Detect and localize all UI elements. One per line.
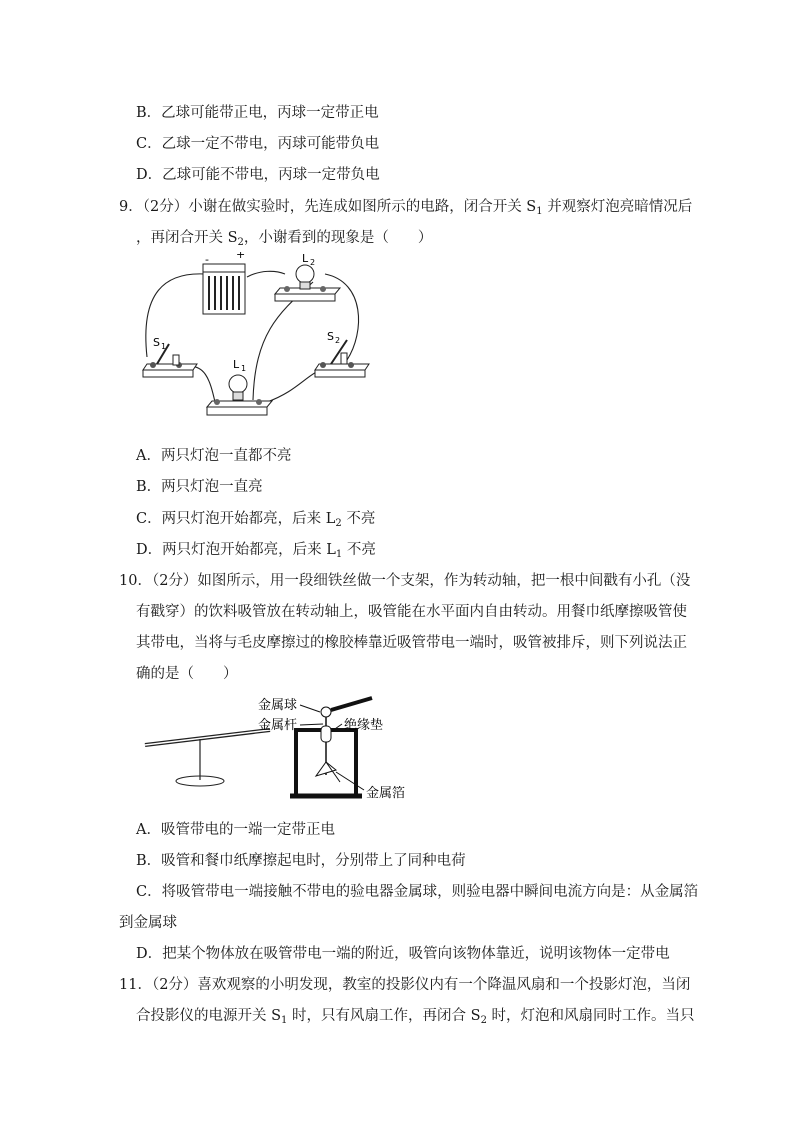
switch-s1-label: S <box>153 336 160 349</box>
q10-stem-line4: 确的是（ ） <box>136 666 238 682</box>
q8-option-c: C．乙球一定不带电，丙球可能带负电 <box>136 136 380 152</box>
q11-stem-line1: 11．（2分）喜欢观察的小明发现，教室的投影仪内有一个降温风扇和一个投影灯泡，当闭 <box>119 977 691 993</box>
switch-s1-icon <box>143 336 197 377</box>
switch-s2-icon <box>315 330 369 377</box>
q9-option-c: C．两只灯泡开始都亮，后来 $L_2$ 不亮 <box>136 511 376 529</box>
q10-option-c-line1: C．将吸管带电一端接触不带电的验电器金属球，则验电器中瞬间电流方向是：从金属箔 <box>136 884 699 900</box>
battery-plus-label: + <box>236 252 246 261</box>
battery-icon <box>203 252 245 314</box>
label-metal-ball: 金属球 <box>258 698 298 713</box>
q10-stem-line1: 10．（2分）如图所示，用一段细铁丝做一个支架，作为转动轴，把一根中间戳有小孔（没 <box>119 573 691 589</box>
q9-option-d: D．两只灯泡开始都亮，后来 $L_1$ 不亮 <box>136 542 376 560</box>
q8-option-b: B．乙球可能带正电，丙球一定带正电 <box>136 105 379 121</box>
q10-option-c-line2: 到金属球 <box>119 915 177 931</box>
label-metal-foil: 金属箔 <box>366 786 406 801</box>
q9-option-a: A．两只灯泡一直都不亮 <box>136 448 292 464</box>
q10-option-a: A．吸管带电的一端一定带正电 <box>136 822 335 838</box>
label-insulating-pad: 绝缘垫 <box>344 718 384 733</box>
q11-stem-line2: 合投影仪的电源开关 $S_1$ 时，只有风扇工作，再闭合 $S_2$ 时，灯泡和风扇同时工作。当只 <box>136 1008 695 1026</box>
lamp-l1-icon <box>207 358 272 415</box>
electroscope-icon <box>290 698 372 796</box>
q10-figure <box>140 690 440 805</box>
straw-pivot-icon <box>145 730 270 786</box>
q8-option-d: D．乙球可能不带电，丙球一定带负电 <box>136 167 380 183</box>
q10-stem-line2: 有戳穿）的饮料吸管放在转动轴上，吸管能在水平面内自由转动。用餐巾纸摩擦吸管使 <box>136 604 687 620</box>
lamp-l1-label: L <box>233 358 240 371</box>
q9-circuit-figure <box>135 252 370 427</box>
svg-text:1: 1 <box>161 342 167 351</box>
q9-stem-line2: ，再闭合开关 $S_2$，小谢看到的现象是（ ） <box>136 230 433 248</box>
label-metal-rod: 金属杆 <box>258 718 298 733</box>
lamp-l2-label: L <box>302 252 309 265</box>
battery-minus-label: - <box>205 253 209 266</box>
q9-option-b: B．两只灯泡一直亮 <box>136 479 263 495</box>
q10-option-b: B．吸管和餐巾纸摩擦起电时，分别带上了同种电荷 <box>136 853 466 869</box>
svg-text:2: 2 <box>310 258 316 267</box>
svg-text:1: 1 <box>241 364 247 373</box>
lamp-l2-icon <box>275 252 340 301</box>
q10-option-d: D．把某个物体放在吸管带电一端的附近，吸管向该物体靠近，说明该物体一定带电 <box>136 946 670 962</box>
q10-stem-line3: 其带电，当将与毛皮摩擦过的橡胶棒靠近吸管带电一端时，吸管被排斥，则下列说法正 <box>136 635 687 651</box>
svg-text:2: 2 <box>335 336 341 345</box>
switch-s2-label: S <box>327 330 334 343</box>
q9-stem-line1: 9．（2分）小谢在做实验时，先连成如图所示的电路，闭合开关 $S_1$ 并观察灯泡亮暗情况后 <box>119 199 693 217</box>
